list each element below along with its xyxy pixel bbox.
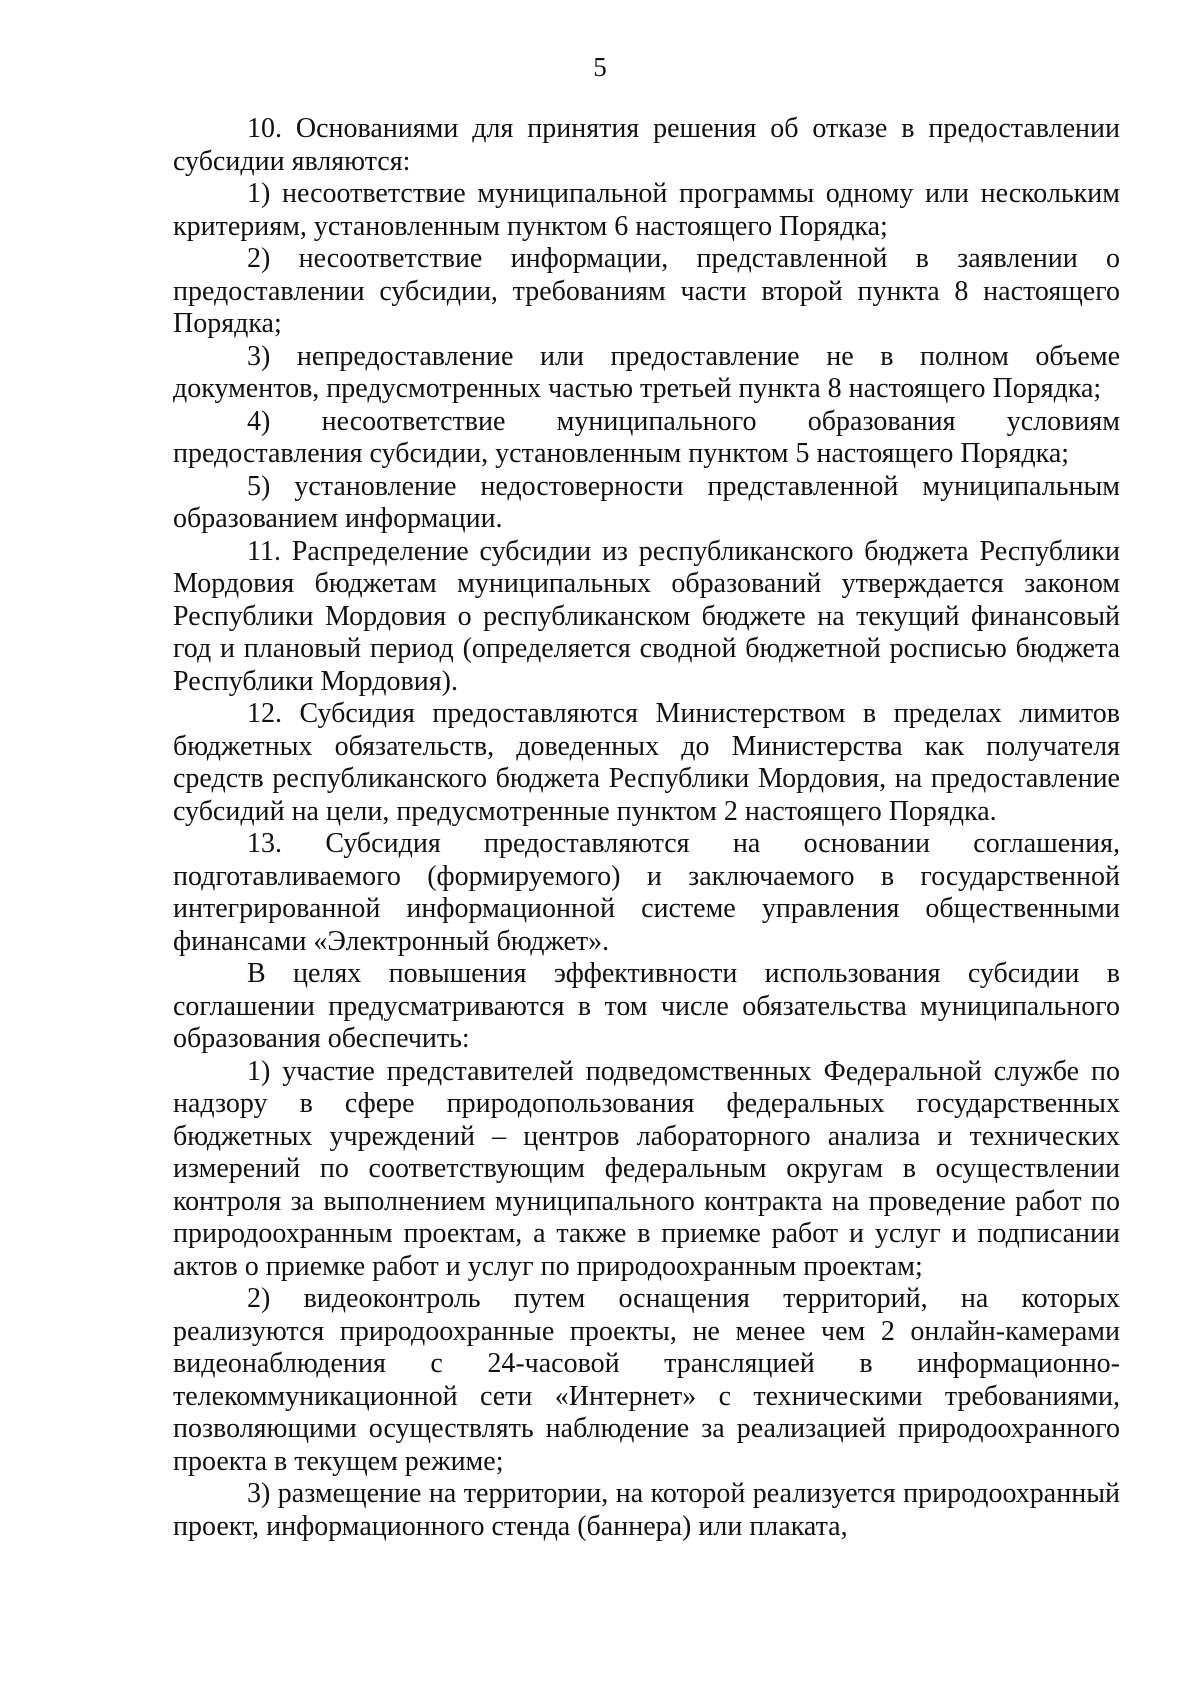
list-item-13-2: 2) видеоконтроль путем оснащения территорий, на которых реализуются природоохранные проекты, не менее чем 2 онлайн-камерами видеонаблюдения с 24-часовой трансляцией в информационно-телекоммуникационной сети «Интернет» с техническими требованиями, позволяющими осуществлять наблюдение за реализацией природоохранного проекта в текущем режиме; xyxy=(173,1283,1120,1477)
paragraph-obligations-intro: В целях повышения эффективности использования субсидии в соглашении предусматриваются в том числе обязательства муниципального образования обеспечить: xyxy=(173,958,1120,1054)
list-item-13-1: 1) участие представителей подведомственных Федеральной службе по надзору в сфере природопользования федеральных государственных бюджетных учреждений – центров лабораторного анализа и технических измерений по соответствующим федеральным округам в осуществлении контроля за выполнением муниципального контракта на проведение работ по природоохранным проектам, а также в приемке работ и услуг и подписании актов о приемке работ и услуг по природоохранным проектам; xyxy=(173,1055,1120,1282)
list-item-10-5: 5) установление недостоверности представленной муниципальным образованием информации. xyxy=(173,470,1120,534)
list-item-10-3: 3) непредоставление или предоставление не в полном объеме документов, предусмотренных частью третьей пункта 8 настоящего Порядка; xyxy=(173,340,1120,404)
document-body xyxy=(173,113,1120,1543)
paragraph-12-provision: 12. Субсидия предоставляются Министерством в пределах лимитов бюджетных обязательств, доведенных до Министерства как получателя средств республиканского бюджета Республики Мордовия, на предоставление субсидий на цели, предусмотренные пунктом 2 настоящего Порядка. xyxy=(173,698,1120,827)
list-item-10-1: 1) несоответствие муниципальной программы одному или нескольким критериям, установленным пунктом 6 настоящего Порядка; xyxy=(173,178,1120,242)
list-item-10-2: 2) несоответствие информации, представленной в заявлении о предоставлении субсидии, требованиям части второй пункта 8 настоящего Порядка; xyxy=(173,243,1120,339)
paragraph-10-grounds-for-refusal: 10. Основаниями для принятия решения об отказе в предоставлении субсидии являются: xyxy=(173,113,1120,177)
paragraph-13-agreement: 13. Субсидия предоставляются на основании соглашения, подготавливаемого (формируемого) и заключаемого в государственной интегрированной информационной системе управления общественными финансами «Электронный бюджет». xyxy=(173,828,1120,957)
page-number: 5 xyxy=(593,52,607,82)
list-item-10-4: 4) несоответствие муниципального образования условиям предоставления субсидии, установленным пунктом 5 настоящего Порядка; xyxy=(173,405,1120,469)
list-item-13-3: 3) размещение на территории, на которой реализуется природоохранный проект, информационного стенда (баннера) или плаката, xyxy=(173,1478,1120,1542)
paragraph-11-distribution: 11. Распределение субсидии из республиканского бюджета Республики Мордовия бюджетам муниципальных образований утверждается законом Республики Мордовия о республиканском бюджете на текущий финансовый год и плановый период (определяется сводной бюджетной росписью бюджета Республики Мордовия). xyxy=(173,535,1120,697)
